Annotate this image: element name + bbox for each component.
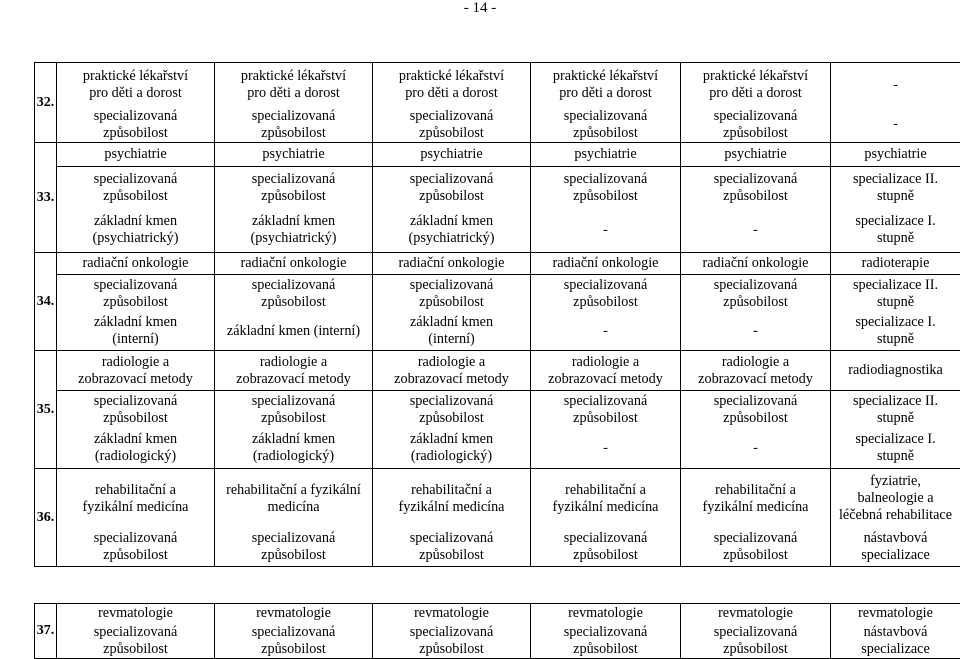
cell-text-line: revmatologie	[681, 605, 830, 622]
cell-text-line: (radiologický)	[57, 448, 214, 465]
table-cell	[831, 429, 960, 469]
cell-text-line: medicína	[215, 499, 372, 516]
cell-text-line: (radiologický)	[373, 448, 530, 465]
table-cell	[373, 469, 531, 529]
cell-text-line: -	[831, 116, 960, 133]
cell-text-line: specializovaná	[57, 530, 214, 547]
page-number: - 14 -	[0, 0, 960, 17]
cell-text-line: (psychiatrický)	[57, 230, 214, 247]
table-cell	[681, 604, 831, 624]
cell-text-line: -	[681, 323, 830, 340]
table-cell	[57, 529, 215, 567]
cell-text-line: způsobilost	[215, 641, 372, 658]
cell-text-line: zobrazovací metody	[681, 371, 830, 388]
cell-text-line: specializovaná	[57, 277, 214, 294]
cell-text-line: radioterapie	[831, 255, 960, 272]
table-cell	[373, 429, 531, 469]
cell-text-line: specializovaná	[531, 277, 680, 294]
cell-text-line: způsobilost	[57, 125, 214, 142]
cell-text-line: základní kmen	[57, 213, 214, 230]
cell-text-line: radiační onkologie	[215, 255, 372, 272]
cell-text-line: fyzikální medicína	[531, 499, 680, 516]
cell-text-line: specializovaná	[531, 624, 680, 641]
table-cell	[57, 253, 215, 275]
table-cell	[215, 351, 373, 391]
row-number: 35.	[35, 351, 57, 469]
cell-text-line: způsobilost	[681, 188, 830, 205]
cell-text-line: (psychiatrický)	[373, 230, 530, 247]
table-cell	[681, 209, 831, 253]
cell-text-line: specializovaná	[373, 530, 530, 547]
cell-text-line: specializovaná	[215, 393, 372, 410]
table-cell	[215, 529, 373, 567]
table-cell	[57, 624, 215, 659]
cell-text-line: specializovaná	[373, 108, 530, 125]
cell-text-line: základní kmen	[57, 314, 214, 331]
table-cell	[373, 108, 531, 143]
cell-text-line: způsobilost	[215, 294, 372, 311]
table-cell	[531, 604, 681, 624]
cell-text-line: specializovaná	[215, 171, 372, 188]
cell-text-line: specializovaná	[531, 393, 680, 410]
cell-text-line: specializace II.	[831, 171, 960, 188]
table-cell	[831, 143, 960, 167]
cell-text-line: zobrazovací metody	[215, 371, 372, 388]
table-cell	[57, 313, 215, 351]
cell-text-line: způsobilost	[57, 188, 214, 205]
cell-text-line: -	[531, 222, 680, 239]
cell-text-line: způsobilost	[373, 547, 530, 564]
cell-text-line: radiologie a	[681, 354, 830, 371]
cell-text-line: praktické lékařství	[531, 68, 680, 85]
cell-text-line: základní kmen	[373, 314, 530, 331]
cell-text-line: (interní)	[57, 331, 214, 348]
table-cell	[373, 313, 531, 351]
table-cell	[831, 313, 960, 351]
row-35-base	[35, 429, 960, 469]
table-cell	[531, 209, 681, 253]
cell-text-line: rehabilitační a	[531, 482, 680, 499]
cell-text-line: specializovaná	[681, 171, 830, 188]
row-33-base	[35, 209, 960, 253]
cell-text-line: způsobilost	[373, 410, 530, 427]
table-cell	[681, 63, 831, 108]
cell-text-line: stupně	[831, 448, 960, 465]
table-cell	[373, 604, 531, 624]
cell-text-line: základní kmen (interní)	[215, 323, 372, 340]
table-cell	[531, 351, 681, 391]
row-number: 32.	[35, 63, 57, 143]
table-cell	[215, 108, 373, 143]
cell-text-line: revmatologie	[57, 605, 214, 622]
cell-text-line: specializovaná	[373, 624, 530, 641]
cell-text-line: zobrazovací metody	[373, 371, 530, 388]
table-cell	[215, 275, 373, 313]
cell-text-line: praktické lékařství	[215, 68, 372, 85]
cell-text-line: -	[531, 440, 680, 457]
table-cell	[373, 143, 531, 167]
cell-text-line: revmatologie	[831, 605, 960, 622]
cell-text-line: psychiatrie	[831, 146, 960, 163]
cell-text-line: způsobilost	[215, 125, 372, 142]
table-cell	[215, 63, 373, 108]
table-cell	[373, 63, 531, 108]
cell-text-line: praktické lékařství	[373, 68, 530, 85]
table-cell	[215, 253, 373, 275]
table-cell	[215, 313, 373, 351]
table-cell	[215, 469, 373, 529]
cell-text-line: balneologie a	[831, 490, 960, 507]
cell-text-line: -	[681, 440, 830, 457]
cell-text-line: psychiatrie	[57, 146, 214, 163]
cell-text-line: základní kmen	[373, 431, 530, 448]
cell-text-line: psychiatrie	[681, 146, 830, 163]
table-cell	[531, 313, 681, 351]
cell-text-line: způsobilost	[681, 547, 830, 564]
cell-text-line: fyzikální medicína	[373, 499, 530, 516]
cell-text-line: specializovaná	[531, 530, 680, 547]
table-cell	[531, 108, 681, 143]
cell-text-line: specializovaná	[57, 393, 214, 410]
table-cell	[531, 624, 681, 659]
cell-text-line: specializovaná	[215, 108, 372, 125]
cell-text-line: způsobilost	[531, 294, 680, 311]
table-cell	[57, 391, 215, 429]
cell-text-line: specializovaná	[215, 530, 372, 547]
cell-text-line: specializovaná	[215, 624, 372, 641]
table-cell	[373, 253, 531, 275]
cell-text-line: radiační onkologie	[531, 255, 680, 272]
cell-text-line: základní kmen	[215, 213, 372, 230]
table-cell	[681, 469, 831, 529]
cell-text-line: revmatologie	[373, 605, 530, 622]
table-cell	[531, 391, 681, 429]
cell-text-line: specializovaná	[681, 530, 830, 547]
row-34-base	[35, 313, 960, 351]
cell-text-line: fyzikální medicína	[57, 499, 214, 516]
table-cell	[831, 469, 960, 529]
row-number: 33.	[35, 143, 57, 253]
table-cell	[831, 275, 960, 313]
row-number: 36.	[35, 469, 57, 567]
cell-text-line: způsobilost	[57, 410, 214, 427]
cell-text-line: specializovaná	[681, 393, 830, 410]
cell-text-line: (interní)	[373, 331, 530, 348]
cell-text-line: radiologie a	[373, 354, 530, 371]
cell-text-line: praktické lékařství	[57, 68, 214, 85]
table-cell	[681, 529, 831, 567]
table-cell	[57, 604, 215, 624]
cell-text-line: způsobilost	[531, 410, 680, 427]
cell-text-line: radiologie a	[57, 354, 214, 371]
cell-text-line: způsobilost	[57, 294, 214, 311]
table-cell	[831, 604, 960, 624]
table-cell	[57, 108, 215, 143]
cell-text-line: způsobilost	[531, 125, 680, 142]
table-cell	[57, 63, 215, 108]
table-cell	[373, 351, 531, 391]
cell-text-line: pro děti a dorost	[373, 85, 530, 102]
table-cell	[57, 143, 215, 167]
table-cell	[57, 275, 215, 313]
cell-text-line: (radiologický)	[215, 448, 372, 465]
table-cell	[831, 253, 960, 275]
cell-text-line: -	[531, 323, 680, 340]
cell-text-line: pro děti a dorost	[215, 85, 372, 102]
table-cell	[215, 167, 373, 209]
cell-text-line: specializovaná	[57, 108, 214, 125]
cell-text-line: stupně	[831, 294, 960, 311]
cell-text-line: radiologie a	[531, 354, 680, 371]
table-cell	[681, 253, 831, 275]
cell-text-line: fyzikální medicína	[681, 499, 830, 516]
cell-text-line: způsobilost	[373, 125, 530, 142]
cell-text-line: základní kmen	[57, 431, 214, 448]
table-cell	[215, 209, 373, 253]
cell-text-line: specializovaná	[681, 277, 830, 294]
table-cell	[831, 209, 960, 253]
cell-text-line: způsobilost	[373, 188, 530, 205]
cell-text-line: radiační onkologie	[57, 255, 214, 272]
cell-text-line: specializovaná	[57, 624, 214, 641]
specialization-table	[34, 62, 960, 567]
cell-text-line: způsobilost	[57, 547, 214, 564]
table-cell	[57, 167, 215, 209]
cell-text-line: -	[831, 77, 960, 94]
cell-text-line: specializovaná	[373, 277, 530, 294]
cell-text-line: základní kmen	[373, 213, 530, 230]
cell-text-line: radiační onkologie	[373, 255, 530, 272]
cell-text-line: zobrazovací metody	[531, 371, 680, 388]
table-cell	[373, 624, 531, 659]
cell-text-line: stupně	[831, 331, 960, 348]
cell-text-line: specializace I.	[831, 314, 960, 331]
cell-text-line: léčebná rehabilitace	[831, 507, 960, 524]
table-cell	[831, 108, 960, 143]
cell-text-line: způsobilost	[373, 294, 530, 311]
cell-text-line: základní kmen	[215, 431, 372, 448]
cell-text-line: pro děti a dorost	[681, 85, 830, 102]
cell-text-line: fyziatrie,	[831, 473, 960, 490]
row-35-level	[35, 391, 960, 429]
row-37-level	[35, 624, 960, 659]
table-cell	[215, 604, 373, 624]
cell-text-line: specializace II.	[831, 393, 960, 410]
cell-text-line: -	[681, 222, 830, 239]
cell-text-line: zobrazovací metody	[57, 371, 214, 388]
cell-text-line: psychiatrie	[373, 146, 530, 163]
cell-text-line: psychiatrie	[531, 146, 680, 163]
cell-text-line: způsobilost	[215, 410, 372, 427]
cell-text-line: nástavbová	[831, 530, 960, 547]
row-number: 34.	[35, 253, 57, 351]
table-cell	[681, 313, 831, 351]
cell-text-line: (psychiatrický)	[215, 230, 372, 247]
cell-text-line: způsobilost	[215, 188, 372, 205]
table-cell	[831, 624, 960, 659]
cell-text-line: specializovaná	[373, 171, 530, 188]
cell-text-line: radiologie a	[215, 354, 372, 371]
table-cell	[57, 429, 215, 469]
table-cell	[531, 429, 681, 469]
cell-text-line: pro děti a dorost	[531, 85, 680, 102]
cell-text-line: způsobilost	[681, 410, 830, 427]
table-cell	[57, 209, 215, 253]
table-cell	[831, 63, 960, 108]
row-number: 37.	[35, 604, 57, 659]
table-cell	[531, 63, 681, 108]
cell-text-line: specializace I.	[831, 213, 960, 230]
table-cell	[373, 391, 531, 429]
specialization-table-continued	[34, 603, 960, 659]
table-cell	[831, 167, 960, 209]
cell-text-line: rehabilitační a	[373, 482, 530, 499]
row-36-level	[35, 529, 960, 567]
table-cell	[531, 253, 681, 275]
cell-text-line: způsobilost	[681, 294, 830, 311]
table-cell	[831, 529, 960, 567]
cell-text-line: specializovaná	[531, 171, 680, 188]
row-34-level	[35, 275, 960, 313]
table-cell	[373, 167, 531, 209]
table-cell	[531, 167, 681, 209]
cell-text-line: stupně	[831, 230, 960, 247]
cell-text-line: revmatologie	[531, 605, 680, 622]
cell-text-line: psychiatrie	[215, 146, 372, 163]
table-cell	[681, 275, 831, 313]
table-cell	[531, 529, 681, 567]
cell-text-line: způsobilost	[681, 641, 830, 658]
table-cell	[373, 529, 531, 567]
table-cell	[531, 469, 681, 529]
table-cell	[57, 469, 215, 529]
row-32-name	[35, 63, 960, 108]
cell-text-line: specializovaná	[531, 108, 680, 125]
cell-text-line: radiodiagnostika	[831, 362, 960, 379]
table-cell	[681, 143, 831, 167]
cell-text-line: stupně	[831, 410, 960, 427]
cell-text-line: specializace I.	[831, 431, 960, 448]
row-35-name	[35, 351, 960, 391]
table-cell	[215, 143, 373, 167]
table-cell	[831, 351, 960, 391]
cell-text-line: radiační onkologie	[681, 255, 830, 272]
cell-text-line: specializace	[831, 547, 960, 564]
cell-text-line: rehabilitační a	[57, 482, 214, 499]
cell-text-line: specializovaná	[373, 393, 530, 410]
cell-text-line: stupně	[831, 188, 960, 205]
table-cell	[681, 429, 831, 469]
cell-text-line: způsobilost	[215, 547, 372, 564]
table-cell	[373, 209, 531, 253]
table-cell	[215, 391, 373, 429]
row-36-name	[35, 469, 960, 529]
row-33-name	[35, 143, 960, 167]
cell-text-line: specializace	[831, 641, 960, 658]
cell-text-line: způsobilost	[531, 547, 680, 564]
table-cell	[215, 624, 373, 659]
table-cell	[681, 167, 831, 209]
table-cell	[531, 143, 681, 167]
row-37-name	[35, 604, 960, 624]
table-cell	[681, 624, 831, 659]
cell-text-line: nástavbová	[831, 624, 960, 641]
cell-text-line: způsobilost	[373, 641, 530, 658]
table-cell	[681, 351, 831, 391]
cell-text-line: rehabilitační a fyzikální	[215, 482, 372, 499]
cell-text-line: způsobilost	[57, 641, 214, 658]
row-34-name	[35, 253, 960, 275]
row-32-level	[35, 108, 960, 143]
cell-text-line: pro děti a dorost	[57, 85, 214, 102]
table-cell	[681, 391, 831, 429]
cell-text-line: specializovaná	[215, 277, 372, 294]
cell-text-line: specializovaná	[681, 108, 830, 125]
cell-text-line: specializace II.	[831, 277, 960, 294]
table-cell	[531, 275, 681, 313]
cell-text-line: specializovaná	[57, 171, 214, 188]
table-cell	[215, 429, 373, 469]
cell-text-line: způsobilost	[681, 125, 830, 142]
table-cell	[681, 108, 831, 143]
cell-text-line: rehabilitační a	[681, 482, 830, 499]
table-cell	[831, 391, 960, 429]
cell-text-line: specializovaná	[681, 624, 830, 641]
cell-text-line: praktické lékařství	[681, 68, 830, 85]
cell-text-line: způsobilost	[531, 641, 680, 658]
table-cell	[373, 275, 531, 313]
cell-text-line: způsobilost	[531, 188, 680, 205]
cell-text-line: revmatologie	[215, 605, 372, 622]
table-cell	[57, 351, 215, 391]
row-33-level	[35, 167, 960, 209]
